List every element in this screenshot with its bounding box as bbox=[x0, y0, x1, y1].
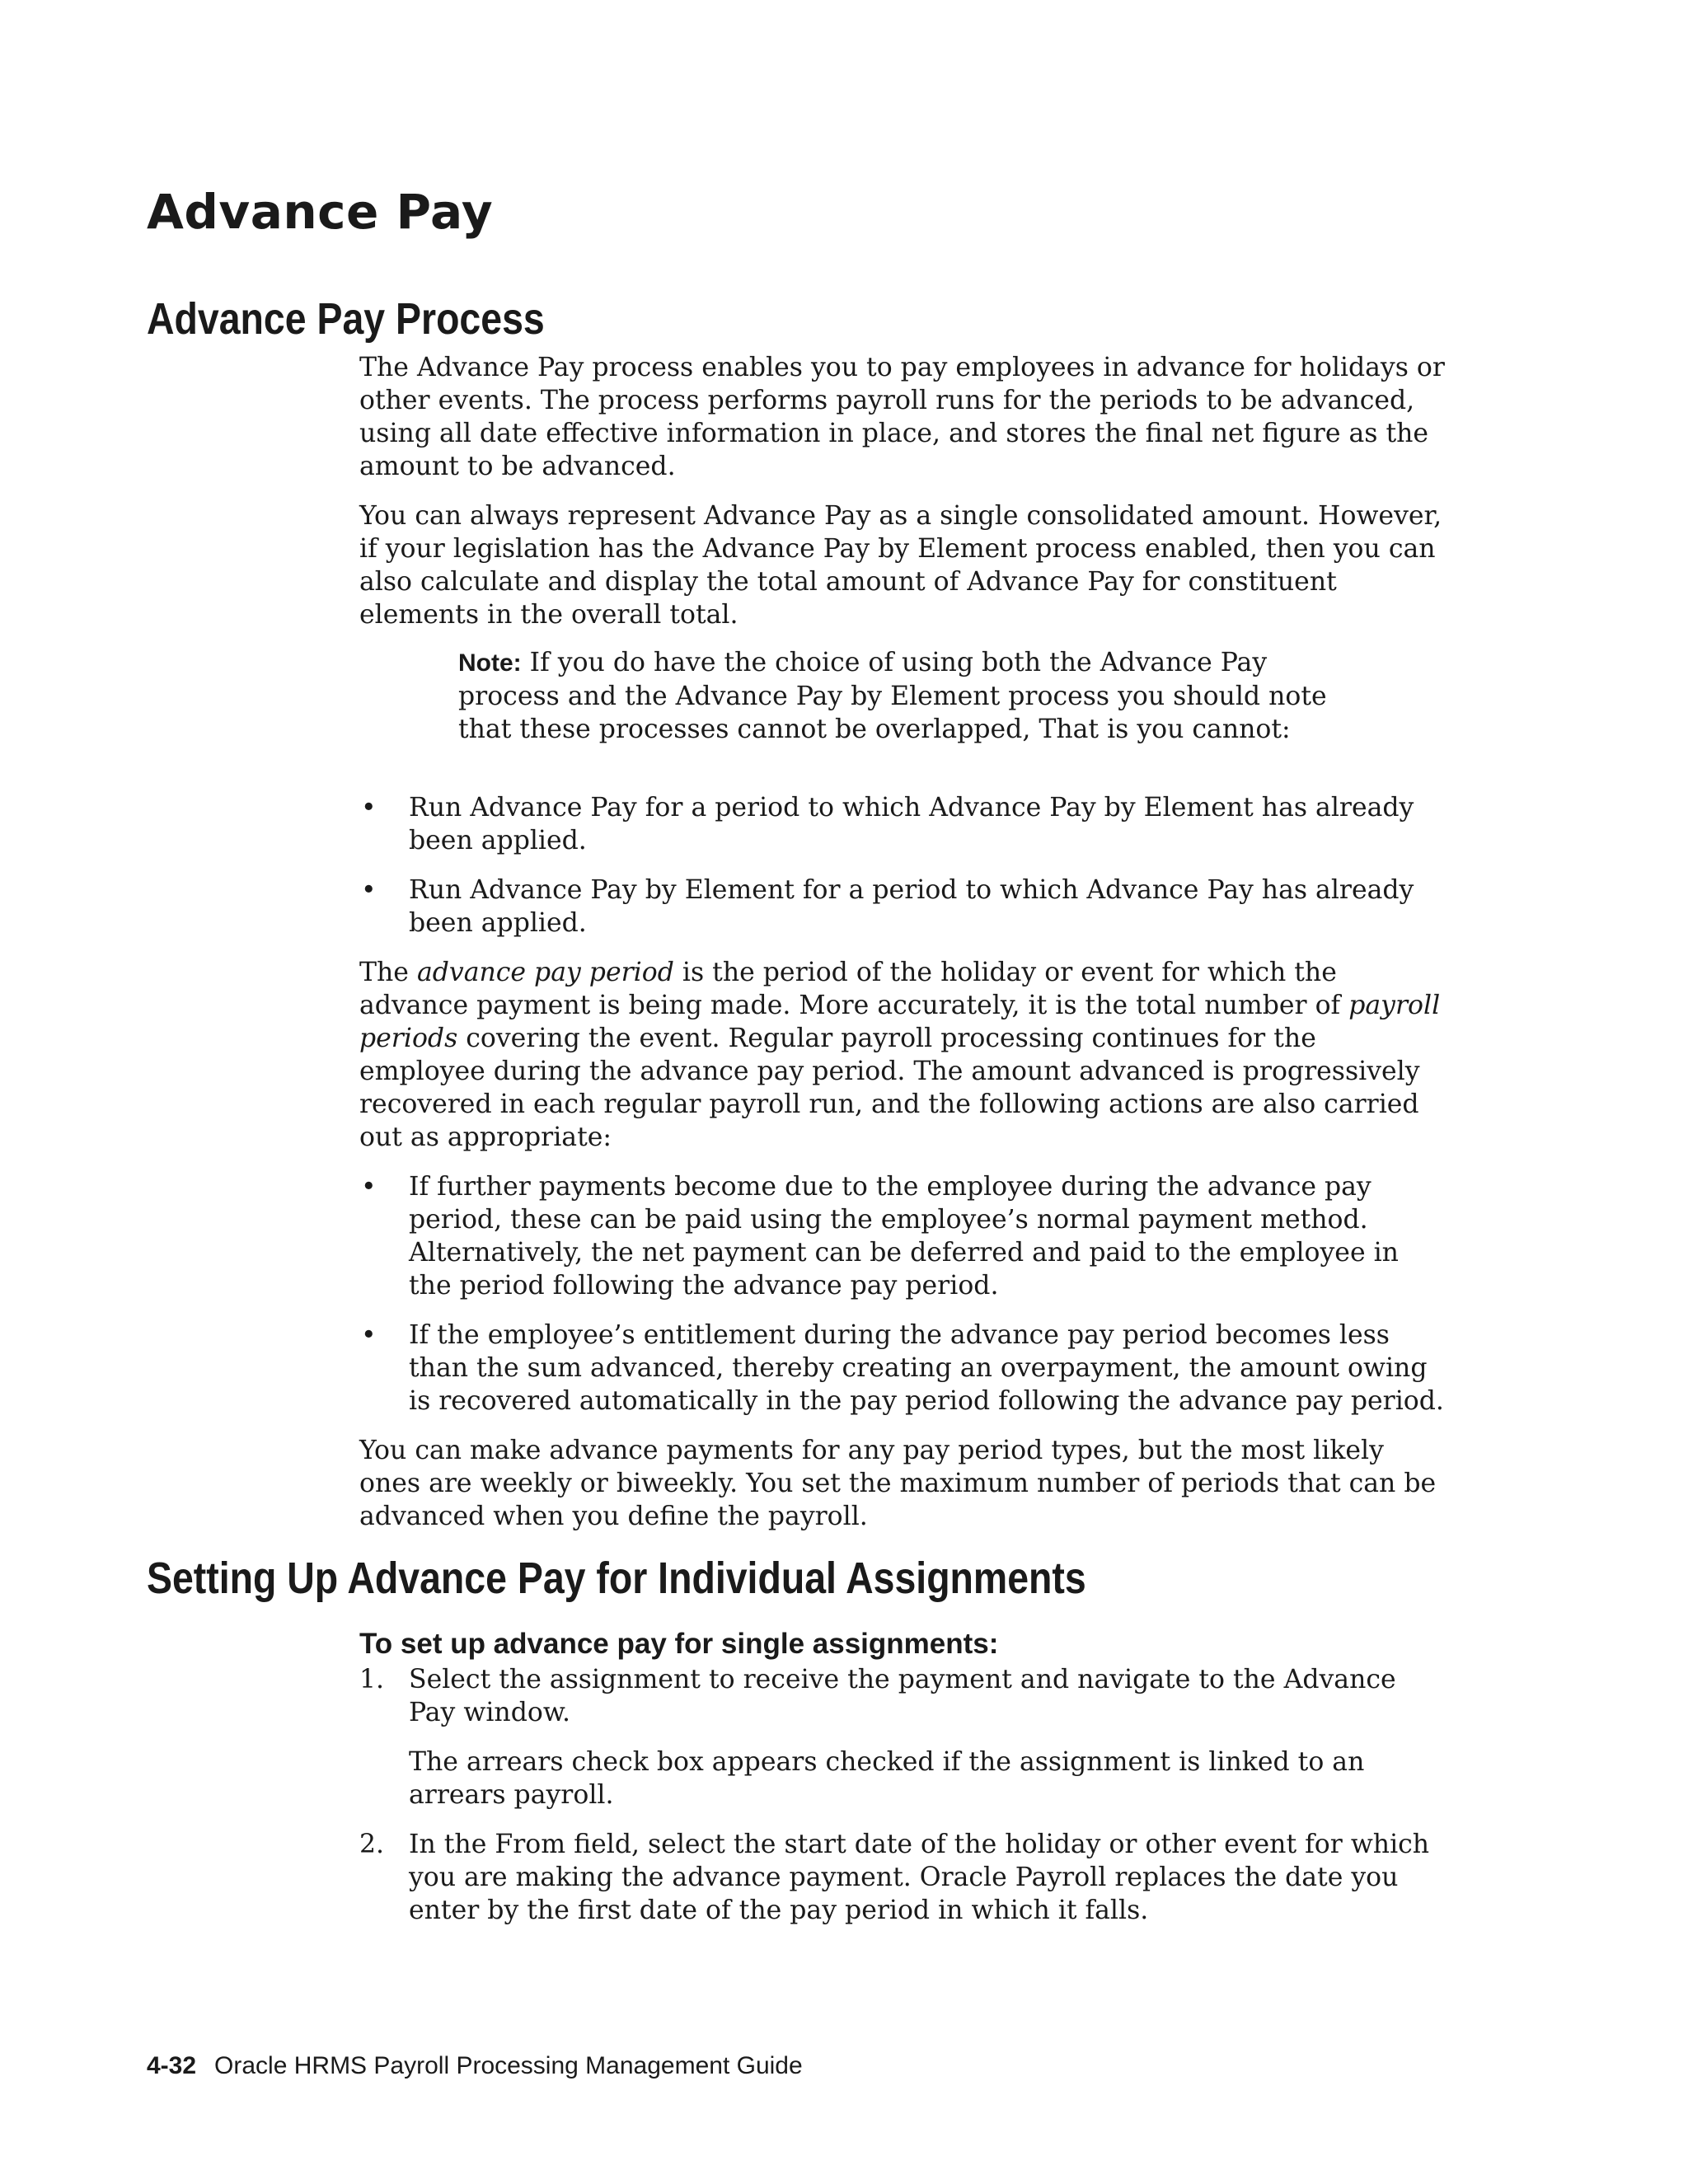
step-number: 2. bbox=[359, 1830, 385, 1859]
paragraph bbox=[359, 956, 1447, 1154]
note-text: If you do have the choice of using both the Advance Pay process and the Advance Pay by Element process you should note that these processes cannot be overlapped, That is you cannot: bbox=[458, 648, 1327, 744]
note-block bbox=[458, 646, 1365, 746]
term-advance-pay-period: advance pay period bbox=[416, 958, 674, 987]
procedure-heading: To set up advance pay for single assignments: bbox=[359, 1628, 999, 1660]
list-item: • Run Advance Pay for a period to which Advance Pay by Element has already been applied. bbox=[359, 791, 1447, 857]
bullet-list bbox=[359, 791, 1447, 940]
paragraph: You can always represent Advance Pay as a single consolidated amount. However, if your legislation has the Advance Pay by Element process enabled, then you can also calculate and display the total amount of Advance Pay for constituent elements in the overall total. bbox=[359, 501, 1442, 630]
section-heading-advance-pay-process: Advance Pay Process bbox=[147, 294, 545, 344]
step-text: In the From field, select the start date of the holiday or other event for which you are making the advance payment. Oracle Payroll replaces the date you enter by the first date of the pay period in which it falls. bbox=[409, 1830, 1430, 1925]
note-label: Note: bbox=[458, 649, 522, 677]
text-run: covering the event. Regular payroll processing continues for the employee during the advance pay period. The amount advanced is progressively recovered in each regular payroll run, and the following actions are also carried out as appropriate: bbox=[359, 1024, 1420, 1152]
step-item bbox=[359, 1663, 1447, 1811]
bullet-list bbox=[359, 1170, 1447, 1418]
paragraph: The Advance Pay process enables you to pay employees in advance for holidays or other events. The process performs payroll runs for the periods to be advanced, using all date effective information in place, and stores the final net figure as the amount to be advanced. bbox=[359, 353, 1445, 481]
step-list bbox=[359, 1663, 1447, 1927]
text-run: is the period of the holiday or event for which the advance payment is being made. More accurately, it is the total number of bbox=[359, 958, 1349, 1020]
list-item: • If the employee’s entitlement during the advance pay period becomes less than the sum advanced, thereby creating an overpayment, the amount owing is recovered automatically in the pay period following the advance pay period. bbox=[359, 1319, 1447, 1418]
step-text: Select the assignment to receive the payment and navigate to the Advance Pay window. bbox=[409, 1665, 1396, 1727]
page-title: Advance Pay bbox=[147, 184, 494, 240]
text-run: The bbox=[359, 958, 417, 987]
term-payroll-periods: payroll periods bbox=[359, 991, 1441, 1053]
procedure-steps bbox=[359, 1663, 1447, 1943]
overlap-bullets bbox=[359, 791, 1447, 956]
section-heading-setting-up-advance-pay: Setting Up Advance Pay for Individual Assignments bbox=[147, 1554, 1086, 1603]
advance-pay-period-block bbox=[359, 956, 1447, 1549]
step-number: 1. bbox=[359, 1665, 385, 1694]
list-item: • Run Advance Pay by Element for a period to which Advance Pay has already been applied. bbox=[359, 874, 1447, 940]
page-footer bbox=[147, 2054, 803, 2079]
step-subtext: The arrears check box appears checked if the assignment is linked to an arrears payroll. bbox=[409, 1747, 1365, 1810]
guide-title: Oracle HRMS Payroll Processing Management Guide bbox=[214, 2052, 803, 2079]
intro-block bbox=[359, 351, 1447, 648]
paragraph: You can make advance payments for any pay period types, but the most likely ones are weekly or biweekly. You set the maximum number of periods that can be advanced when you define the payroll. bbox=[359, 1436, 1437, 1531]
page-number: 4-32 bbox=[147, 2052, 197, 2079]
step-item bbox=[359, 1828, 1447, 1927]
list-item: • If further payments become due to the employee during the advance pay period, these can be paid using the employee’s normal payment method. Alternatively, the net payment can be deferred and paid to the employee in the period following the advance pay period. bbox=[359, 1170, 1447, 1302]
